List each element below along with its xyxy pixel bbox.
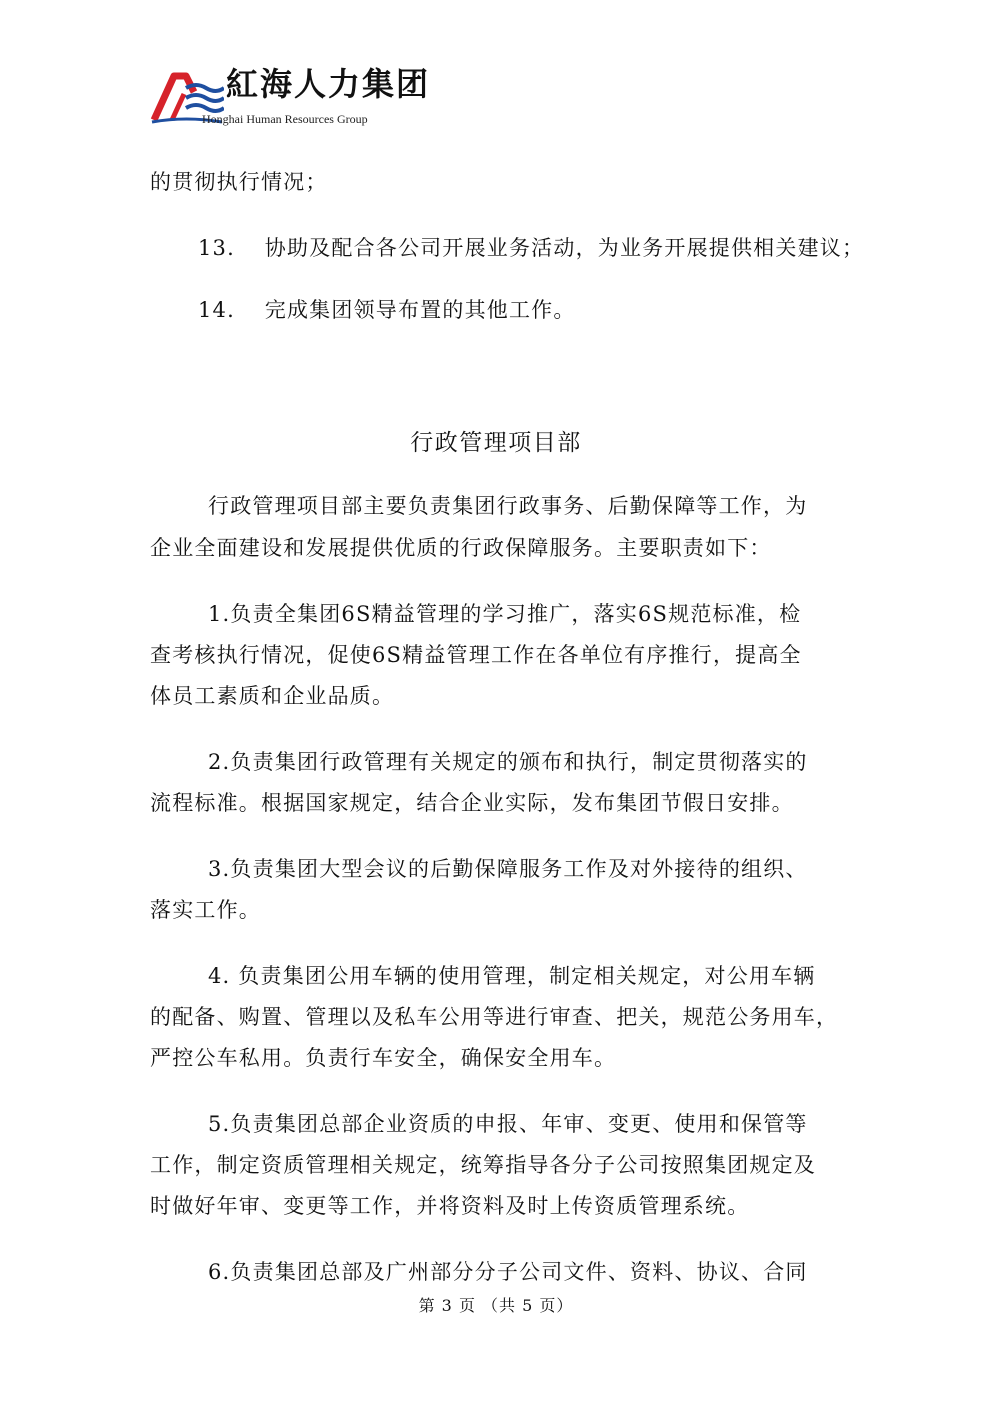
duty-line: 严控公车私用。负责行车安全，确保安全用车。: [150, 1046, 617, 1070]
duty-line: 2.负责集团行政管理有关规定的颁布和执行，制定贯彻落实的: [208, 750, 808, 774]
list-item-text: 协助及配合各公司开展业务活动，为业务开展提供相关建议；: [264, 236, 865, 260]
list-item-number: 13.: [198, 236, 235, 260]
section-title: 行政管理项目部: [410, 430, 582, 456]
list-item: [198, 300, 576, 321]
duty-line: 查考核执行情况，促使6S精益管理工作在各单位有序推行，提高全: [150, 643, 802, 667]
duty-line: 落实工作。: [150, 898, 261, 922]
company-logo: [150, 60, 431, 135]
intro-line: 行政管理项目部主要负责集团行政事务、后勤保障等工作，为: [208, 494, 808, 518]
duty-line: 6.负责集团总部及广州部分分子公司文件、资料、协议、合同: [208, 1260, 808, 1284]
duty-line: 工作，制定资质管理相关规定，统筹指导各分子公司按照集团规定及: [150, 1153, 816, 1177]
duty-line: 4. 负责集团公用车辆的使用管理，制定相关规定，对公用车辆: [208, 964, 816, 988]
list-item-number: 14.: [198, 298, 235, 322]
duty-line: 3.负责集团大型会议的后勤保障服务工作及对外接待的组织、: [208, 857, 808, 881]
intro-line: 企业全面建设和发展提供优质的行政保障服务。主要职责如下：: [150, 536, 772, 560]
duty-line: 时做好年审、变更等工作，并将资料及时上传资质管理系统。: [150, 1194, 750, 1218]
duty-line: 的配备、购置、管理以及私车公用等进行审查、把关，规范公务用车，: [150, 1005, 839, 1029]
logo-english-name: Honghai Human Resources Group: [202, 112, 368, 126]
duty-line: 5.负责集团总部企业资质的申报、年审、变更、使用和保管等: [208, 1112, 808, 1136]
duty-line: 体员工素质和企业品质。: [150, 684, 395, 708]
page-footer: 第 3 页 （共 5 页）: [418, 1296, 574, 1315]
logo-chinese-name: 紅海人力集团: [226, 65, 431, 103]
list-item-text: 完成集团领导布置的其他工作。: [264, 298, 576, 322]
list-item: [198, 238, 864, 259]
duty-line: 流程标准。根据国家规定，结合企业实际，发布集团节假日安排。: [150, 791, 794, 815]
duty-line: 1.负责全集团6S精益管理的学习推广，落实6S规范标准，检: [208, 602, 802, 626]
continued-text: 的贯彻执行情况；: [150, 170, 328, 194]
